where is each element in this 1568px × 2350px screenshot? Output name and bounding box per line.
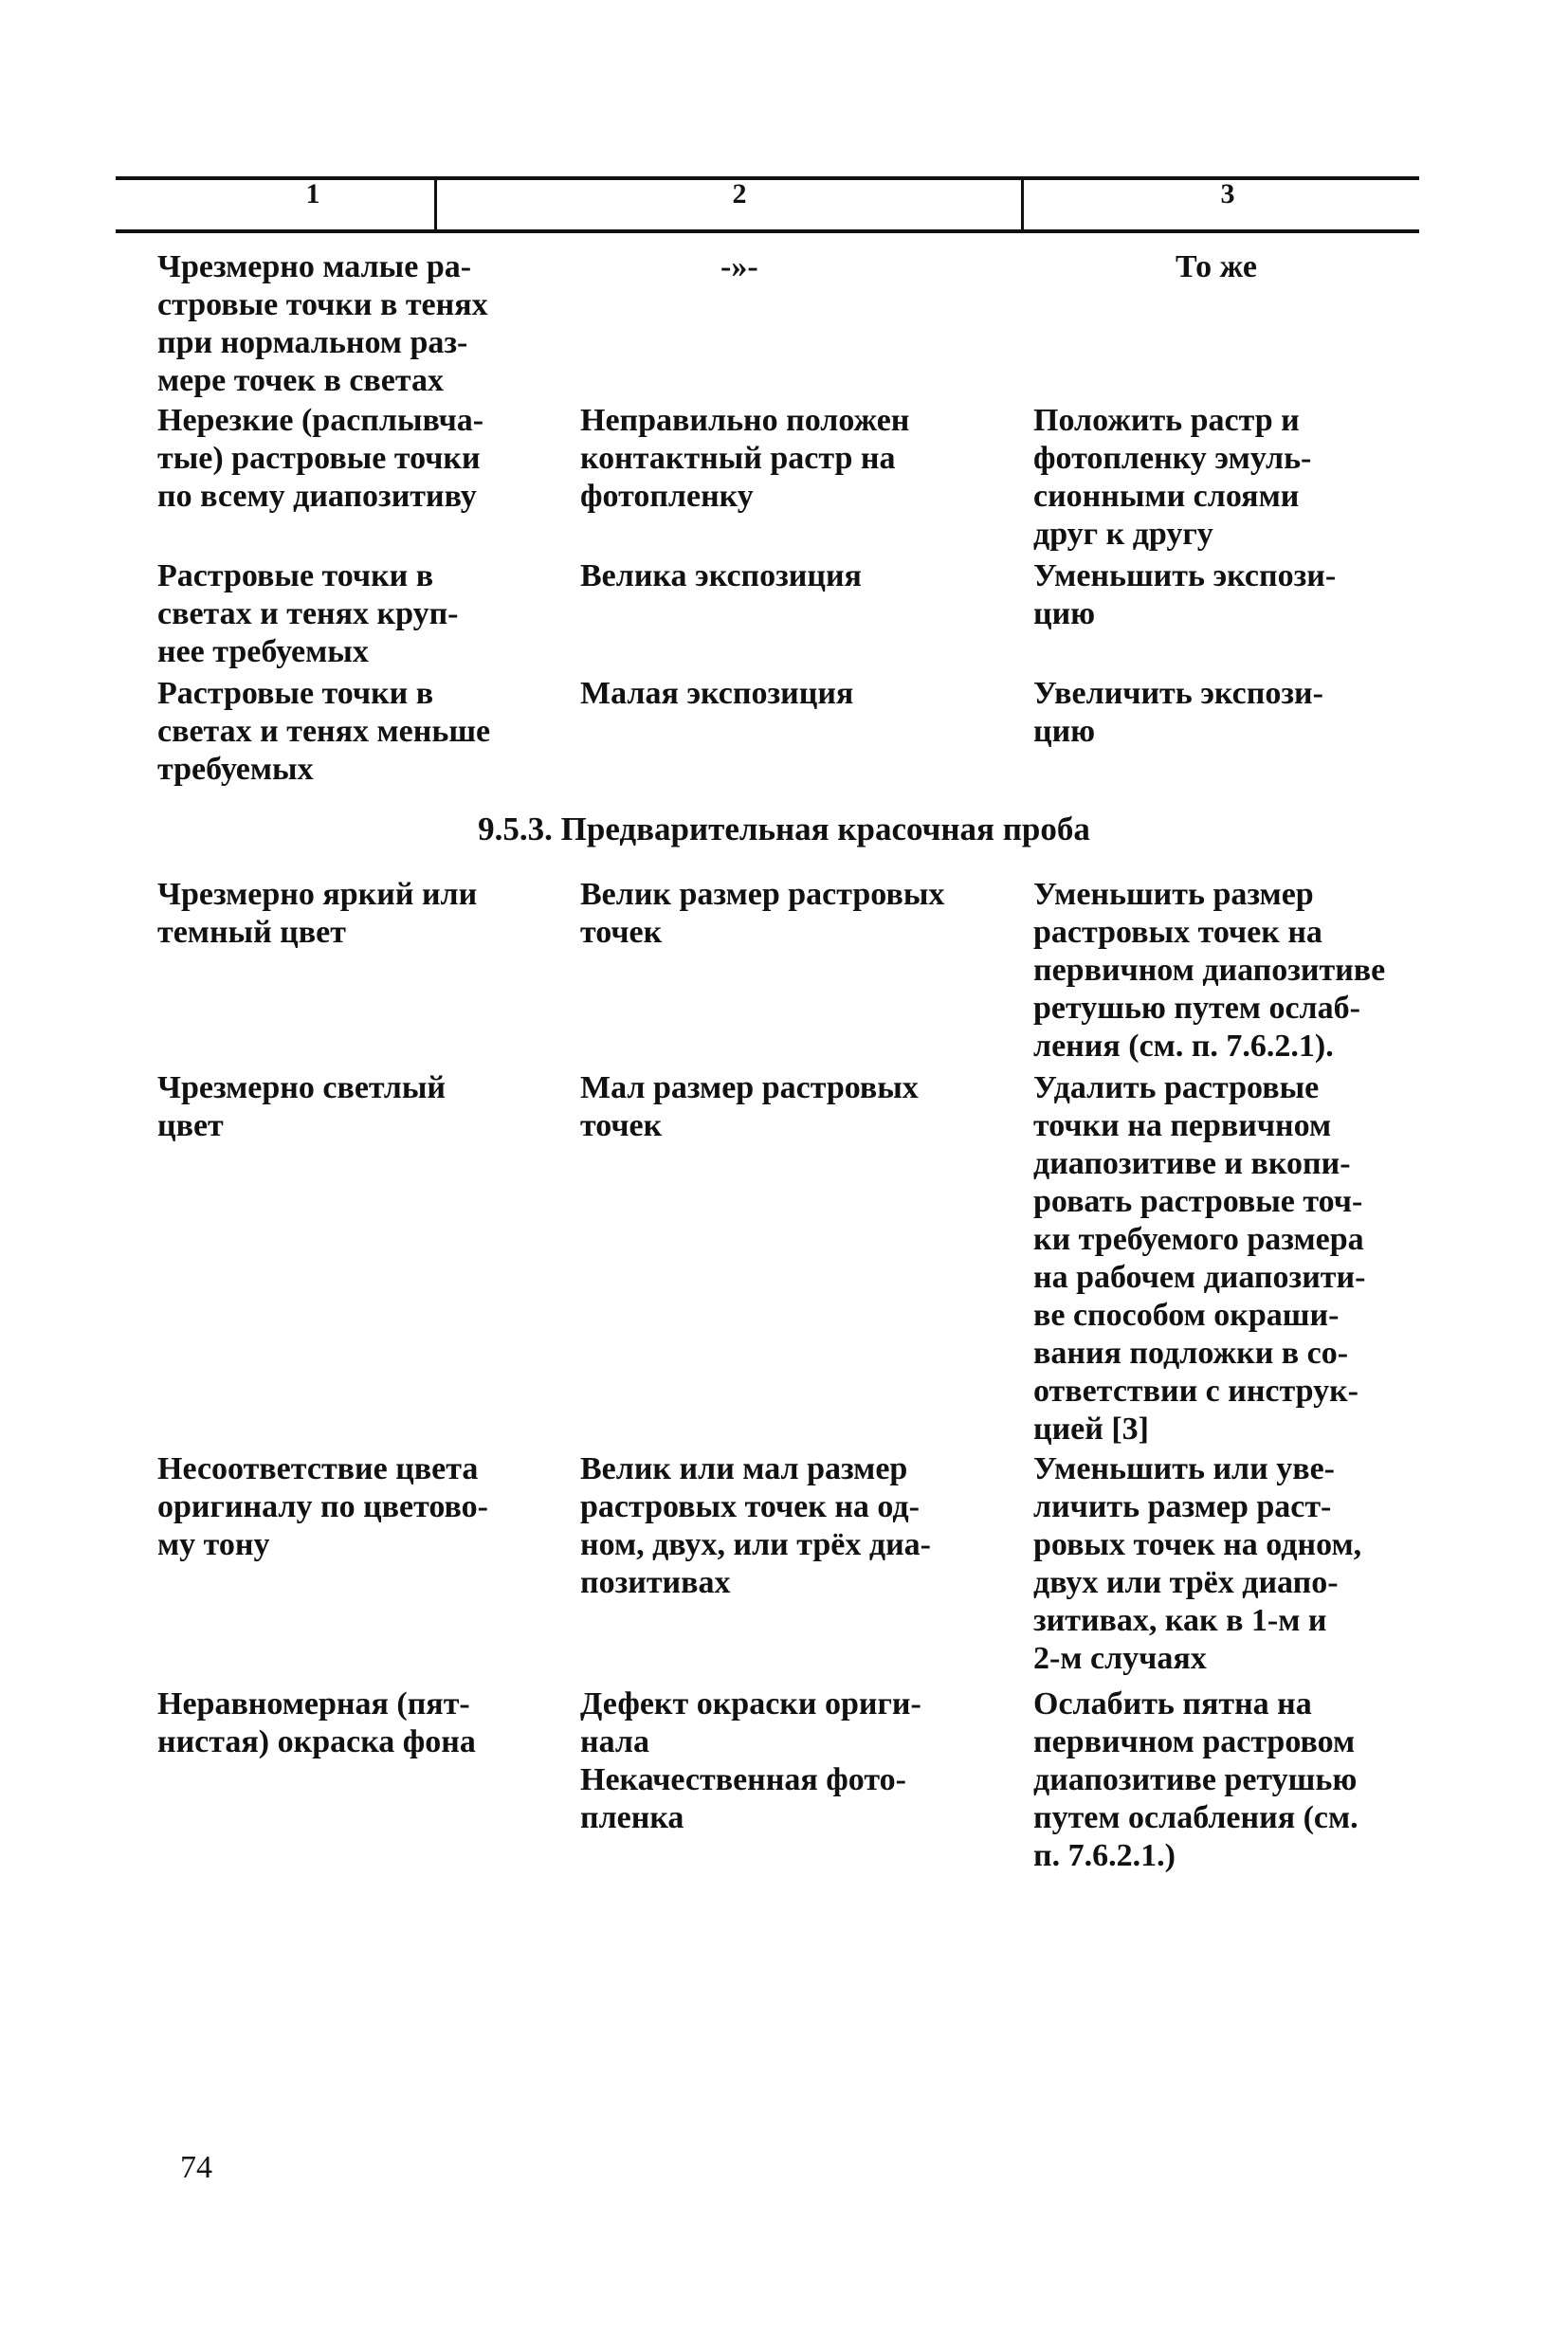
row7-remedy: Уменьшить или уве- личить размер раст- ровых точек на одном, двух или трёх диапо- зитивах, как в 1-м и 2-м случаях	[1033, 1451, 1362, 1676]
row3-defect: Растровые точки в светах и тенях круп- нее требуемых	[157, 558, 459, 669]
row1-defect: Чрезмерно малые ра- стровые точки в тенях при нормальном раз- мере точек в светах	[157, 249, 488, 398]
header-col-2: 2	[732, 178, 747, 209]
row7-cause: Велик или мал размер растровых точек на од- ном, двух, или трёх диа- позитивах	[580, 1451, 931, 1600]
table-header-rule	[116, 229, 1419, 233]
row2-defect: Нерезкие (расплывча- тые) растровые точки по всему диапозитиву	[157, 403, 484, 514]
row5-defect: Чрезмерно яркий или темный цвет	[157, 877, 478, 950]
row2-remedy: Положить растр и фотопленку эмуль- сионными слоями друг к другу	[1033, 403, 1312, 552]
page-number: 74	[180, 2150, 212, 2185]
row1-remedy: То же	[1176, 249, 1257, 284]
header-col-1: 1	[305, 178, 320, 209]
row1-cause: -»-	[720, 249, 758, 284]
section-title: 9.5.3. Предварительная красочная проба	[478, 811, 1090, 847]
row5-remedy: Уменьшить размер растровых точек на первичном диапозитиве ретушью путем ослаб- ления (см. п. 7.6.2.1).	[1033, 877, 1386, 1064]
row6-remedy: Удалить растровые точки на первичном диапозитиве и вкопи- ровать растровые точ- ки требуемого размера на рабочем диапозити- ве способом окраши- вания подложки в со- ответствии с инструк- цией [3]	[1033, 1070, 1366, 1447]
row8-remedy: Ослабить пятна на первичном растровом диапозитиве ретушью путем ослабления (см. п. 7.6.2.1.)	[1033, 1686, 1358, 1873]
row6-cause: Мал размер растровых точек	[580, 1070, 919, 1143]
row5-cause: Велик размер растровых точек	[580, 877, 945, 950]
header-divider-1	[434, 180, 437, 229]
row8-cause: Дефект окраски ориги- нала Некачественная фото- пленка	[580, 1686, 921, 1835]
row3-cause: Велика экспозиция	[580, 558, 862, 593]
header-divider-2	[1021, 180, 1024, 229]
row4-defect: Растровые точки в светах и тенях меньше требуемых	[157, 676, 491, 787]
row3-remedy: Уменьшить экспози- цию	[1033, 558, 1337, 631]
row4-remedy: Увеличить экспози- цию	[1033, 676, 1323, 749]
row6-defect: Чрезмерно светлый цвет	[157, 1070, 446, 1143]
row2-cause: Неправильно положен контактный растр на фотопленку	[580, 403, 910, 514]
row4-cause: Малая экспозиция	[580, 676, 854, 711]
row7-defect: Несоответствие цвета оригиналу по цветово- му тону	[157, 1451, 488, 1562]
row8-defect: Неравномерная (пят- нистая) окраска фона	[157, 1686, 476, 1759]
header-col-3: 3	[1220, 178, 1235, 209]
